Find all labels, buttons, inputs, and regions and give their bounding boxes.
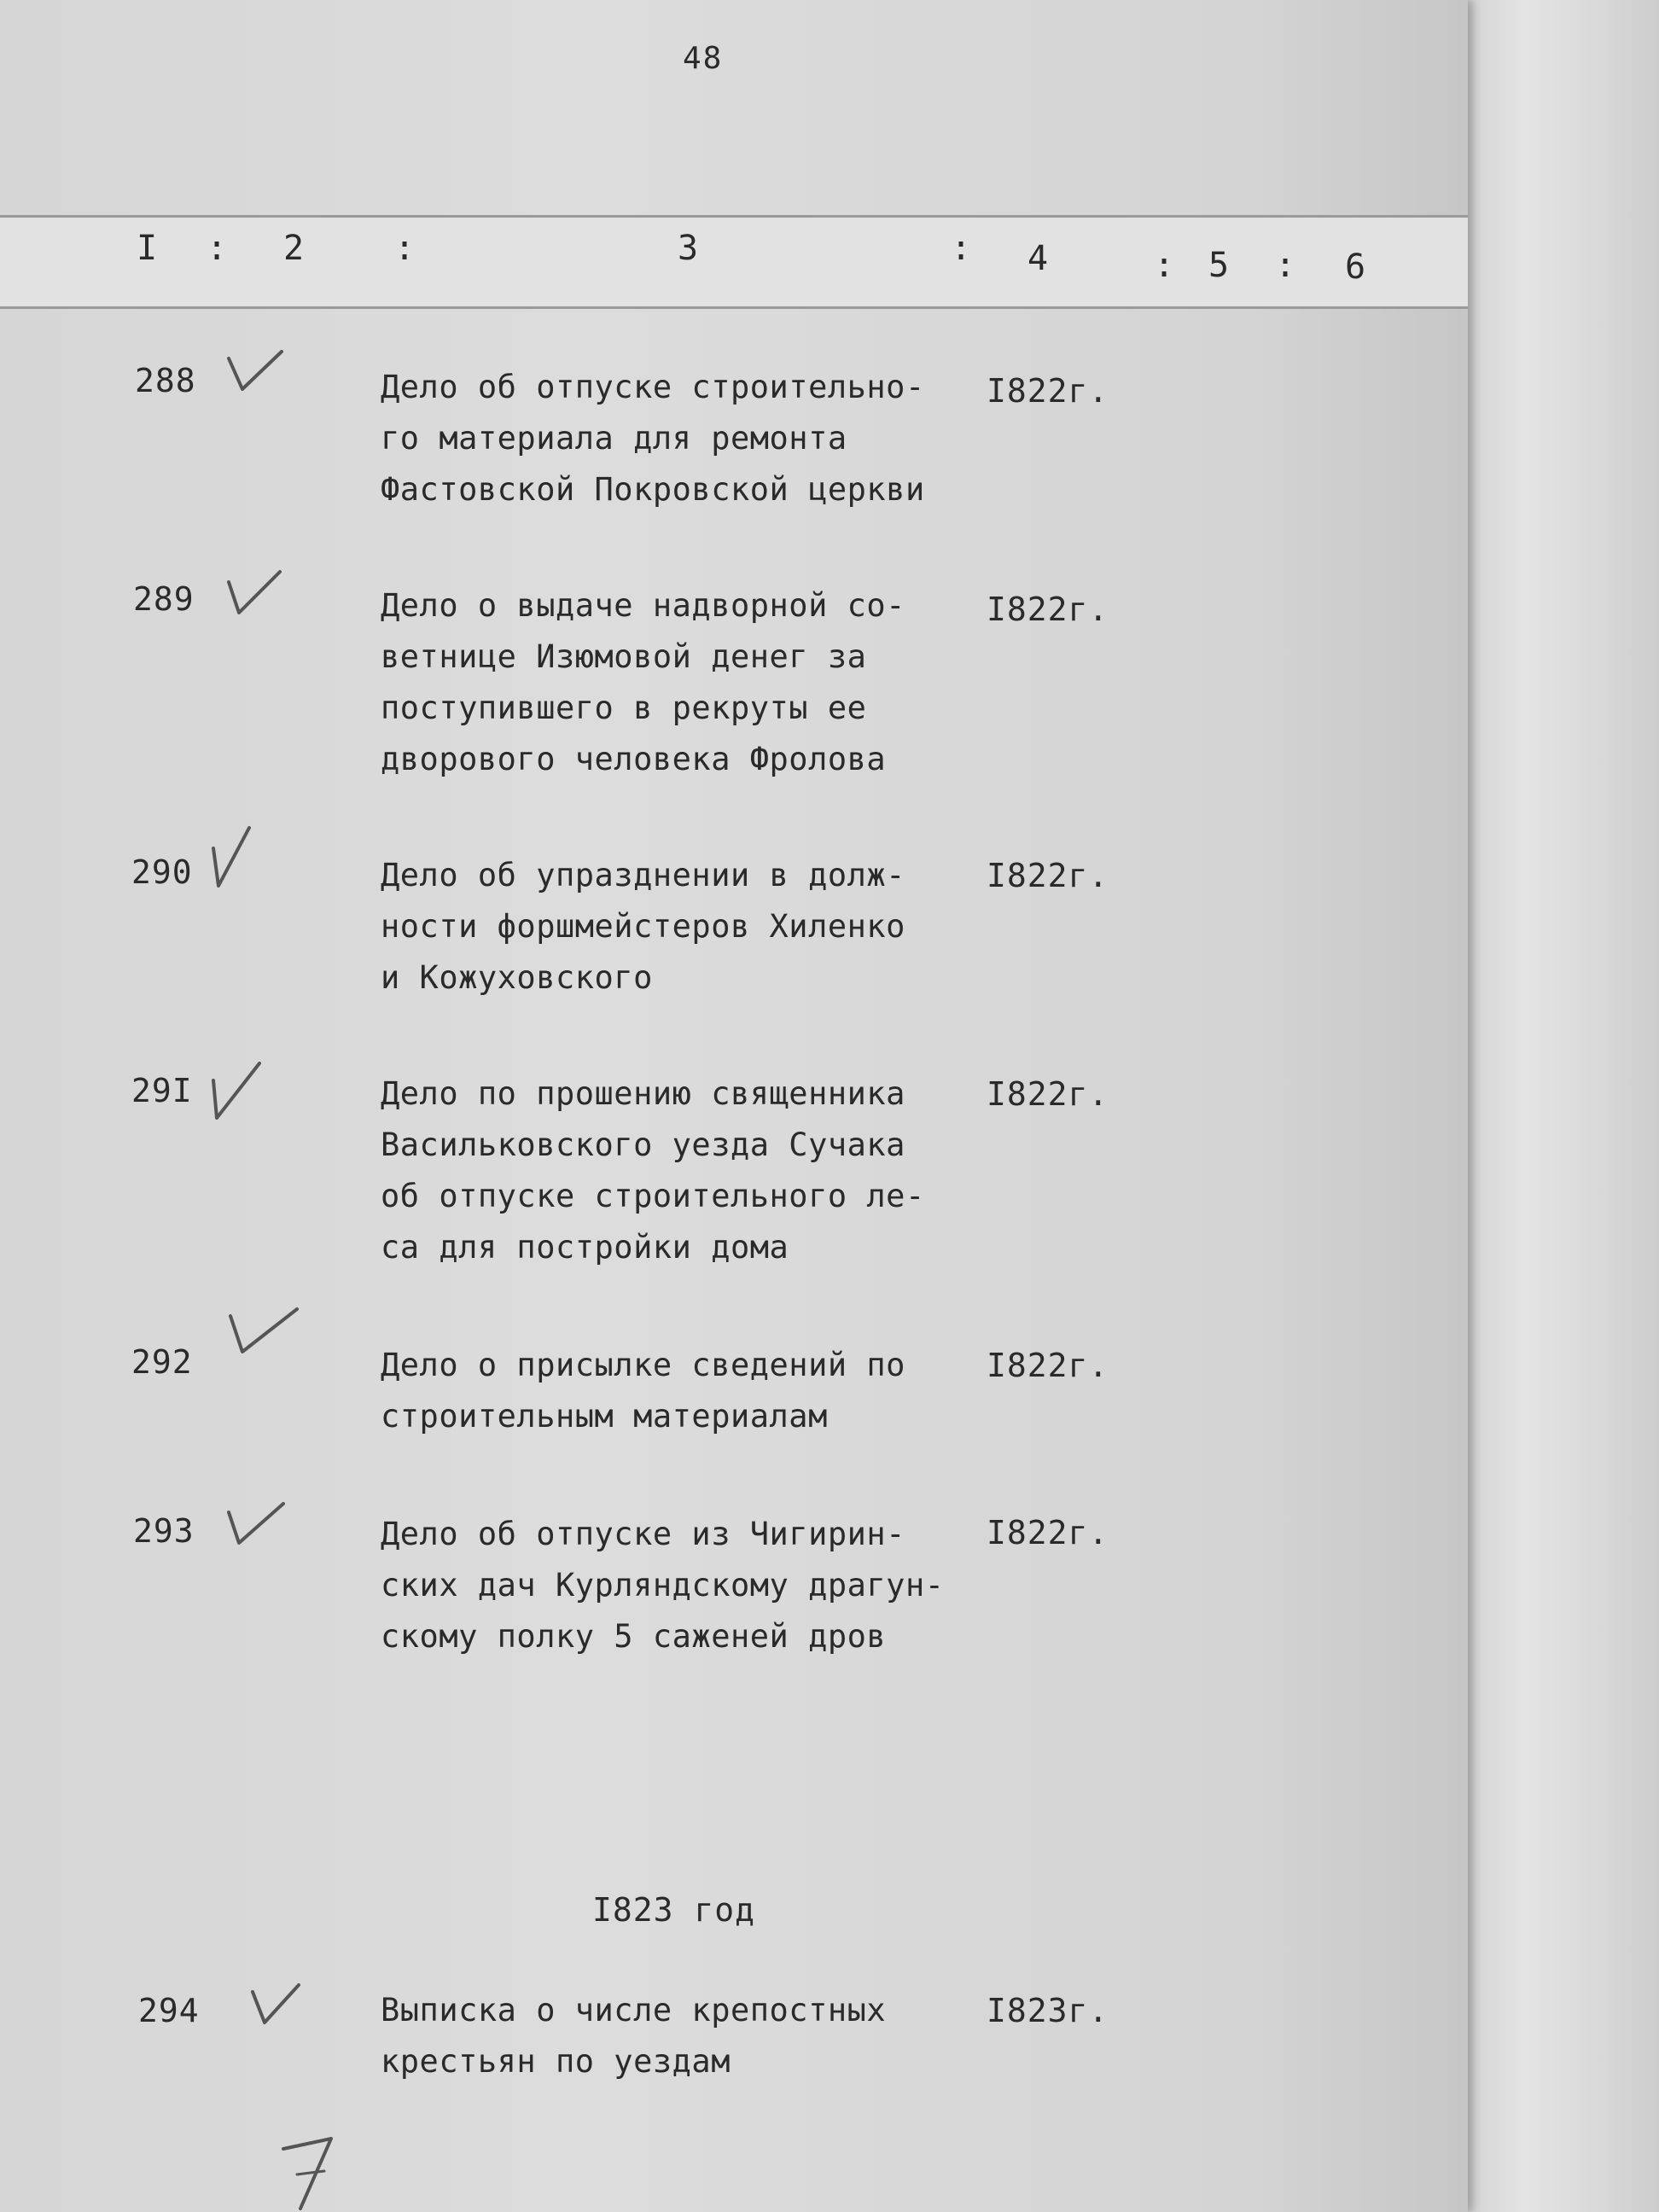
- underlying-sheet: [1451, 0, 1659, 2212]
- description-line: го материала для ремонта: [381, 420, 847, 457]
- description-line: Дело об упразднении в долж-: [381, 857, 905, 894]
- checkmark-icon: [247, 1980, 316, 2031]
- checkmark-icon: [207, 1058, 266, 1123]
- description-line: Дело об отпуске строительно-: [381, 369, 925, 405]
- pencil-numeral-icon: [271, 2123, 348, 2212]
- description-line: ских дач Курляндскому драгун-: [381, 1567, 945, 1604]
- description-line: крестьян по уездам: [381, 2043, 731, 2080]
- entry-year: I823г.: [987, 1992, 1109, 2029]
- entry-description: [381, 1985, 995, 2087]
- description-line: Дело о присылке сведений по: [381, 1347, 905, 1383]
- entry-year: I822г.: [987, 1075, 1109, 1113]
- checkmark-icon: [224, 567, 292, 618]
- header-separator: :: [394, 229, 416, 268]
- header-col-2: 2: [283, 229, 305, 268]
- header-separator: :: [951, 229, 972, 268]
- header-separator: :: [1275, 246, 1296, 285]
- entry-number: 290: [131, 853, 193, 891]
- description-line: Выписка о числе крепостных: [381, 1992, 887, 2029]
- entry-number: 294: [138, 1992, 200, 2029]
- entry-year: I822г.: [987, 857, 1109, 894]
- description-line: об отпуске строительного ле-: [381, 1178, 925, 1214]
- description-line: са для постройки дома: [381, 1229, 789, 1266]
- page-number: 48: [683, 41, 724, 76]
- description-line: поступившего в рекруты ее: [381, 690, 867, 726]
- header-col-5: 5: [1208, 246, 1230, 285]
- checkmark-icon: [225, 1304, 302, 1357]
- entry-year: I822г.: [987, 1347, 1109, 1384]
- section-heading: I823 год: [592, 1891, 756, 1929]
- entry-number: 292: [131, 1343, 193, 1381]
- description-line: строительным материалам: [381, 1398, 828, 1435]
- description-line: Дело о выдаче надворной со-: [381, 587, 905, 624]
- entry-year: I822г.: [987, 372, 1109, 410]
- entry-year: I822г.: [987, 591, 1109, 628]
- description-line: Дело по прошению священника: [381, 1075, 905, 1112]
- entry-number: 288: [135, 362, 196, 399]
- header-col-1: I: [137, 229, 158, 268]
- entry-description: [381, 850, 995, 1004]
- description-line: Дело об отпуске из Чигирин-: [381, 1516, 905, 1552]
- entry-number: 29I: [131, 1072, 193, 1109]
- description-line: ности форшмейстеров Хиленко: [381, 908, 905, 945]
- checkmark-icon: [224, 1499, 292, 1550]
- description-line: ветнице Изюмовой денег за: [381, 638, 867, 675]
- entry-number: 293: [133, 1512, 195, 1550]
- description-line: дворового человека Фролова: [381, 741, 887, 777]
- header-separator: :: [207, 229, 228, 268]
- header-col-3: 3: [678, 229, 699, 268]
- header-col-6: 6: [1345, 247, 1366, 287]
- description-line: Фастовской Покровской церкви: [381, 471, 925, 508]
- entry-description: [381, 1509, 995, 1662]
- entry-description: [381, 1068, 995, 1273]
- description-line: Васильковского уезда Сучака: [381, 1126, 905, 1163]
- header-separator: :: [1154, 246, 1175, 285]
- checkmark-icon: [205, 823, 256, 891]
- entry-description: [381, 362, 995, 515]
- entry-description: [381, 1340, 995, 1442]
- entry-year: I822г.: [987, 1514, 1109, 1551]
- description-line: и Кожуховского: [381, 959, 653, 996]
- entry-number: 289: [133, 580, 195, 618]
- entry-description: [381, 580, 995, 785]
- description-line: скому полку 5 саженей дров: [381, 1618, 887, 1655]
- header-col-4: 4: [1027, 239, 1049, 278]
- checkmark-icon: [224, 346, 292, 398]
